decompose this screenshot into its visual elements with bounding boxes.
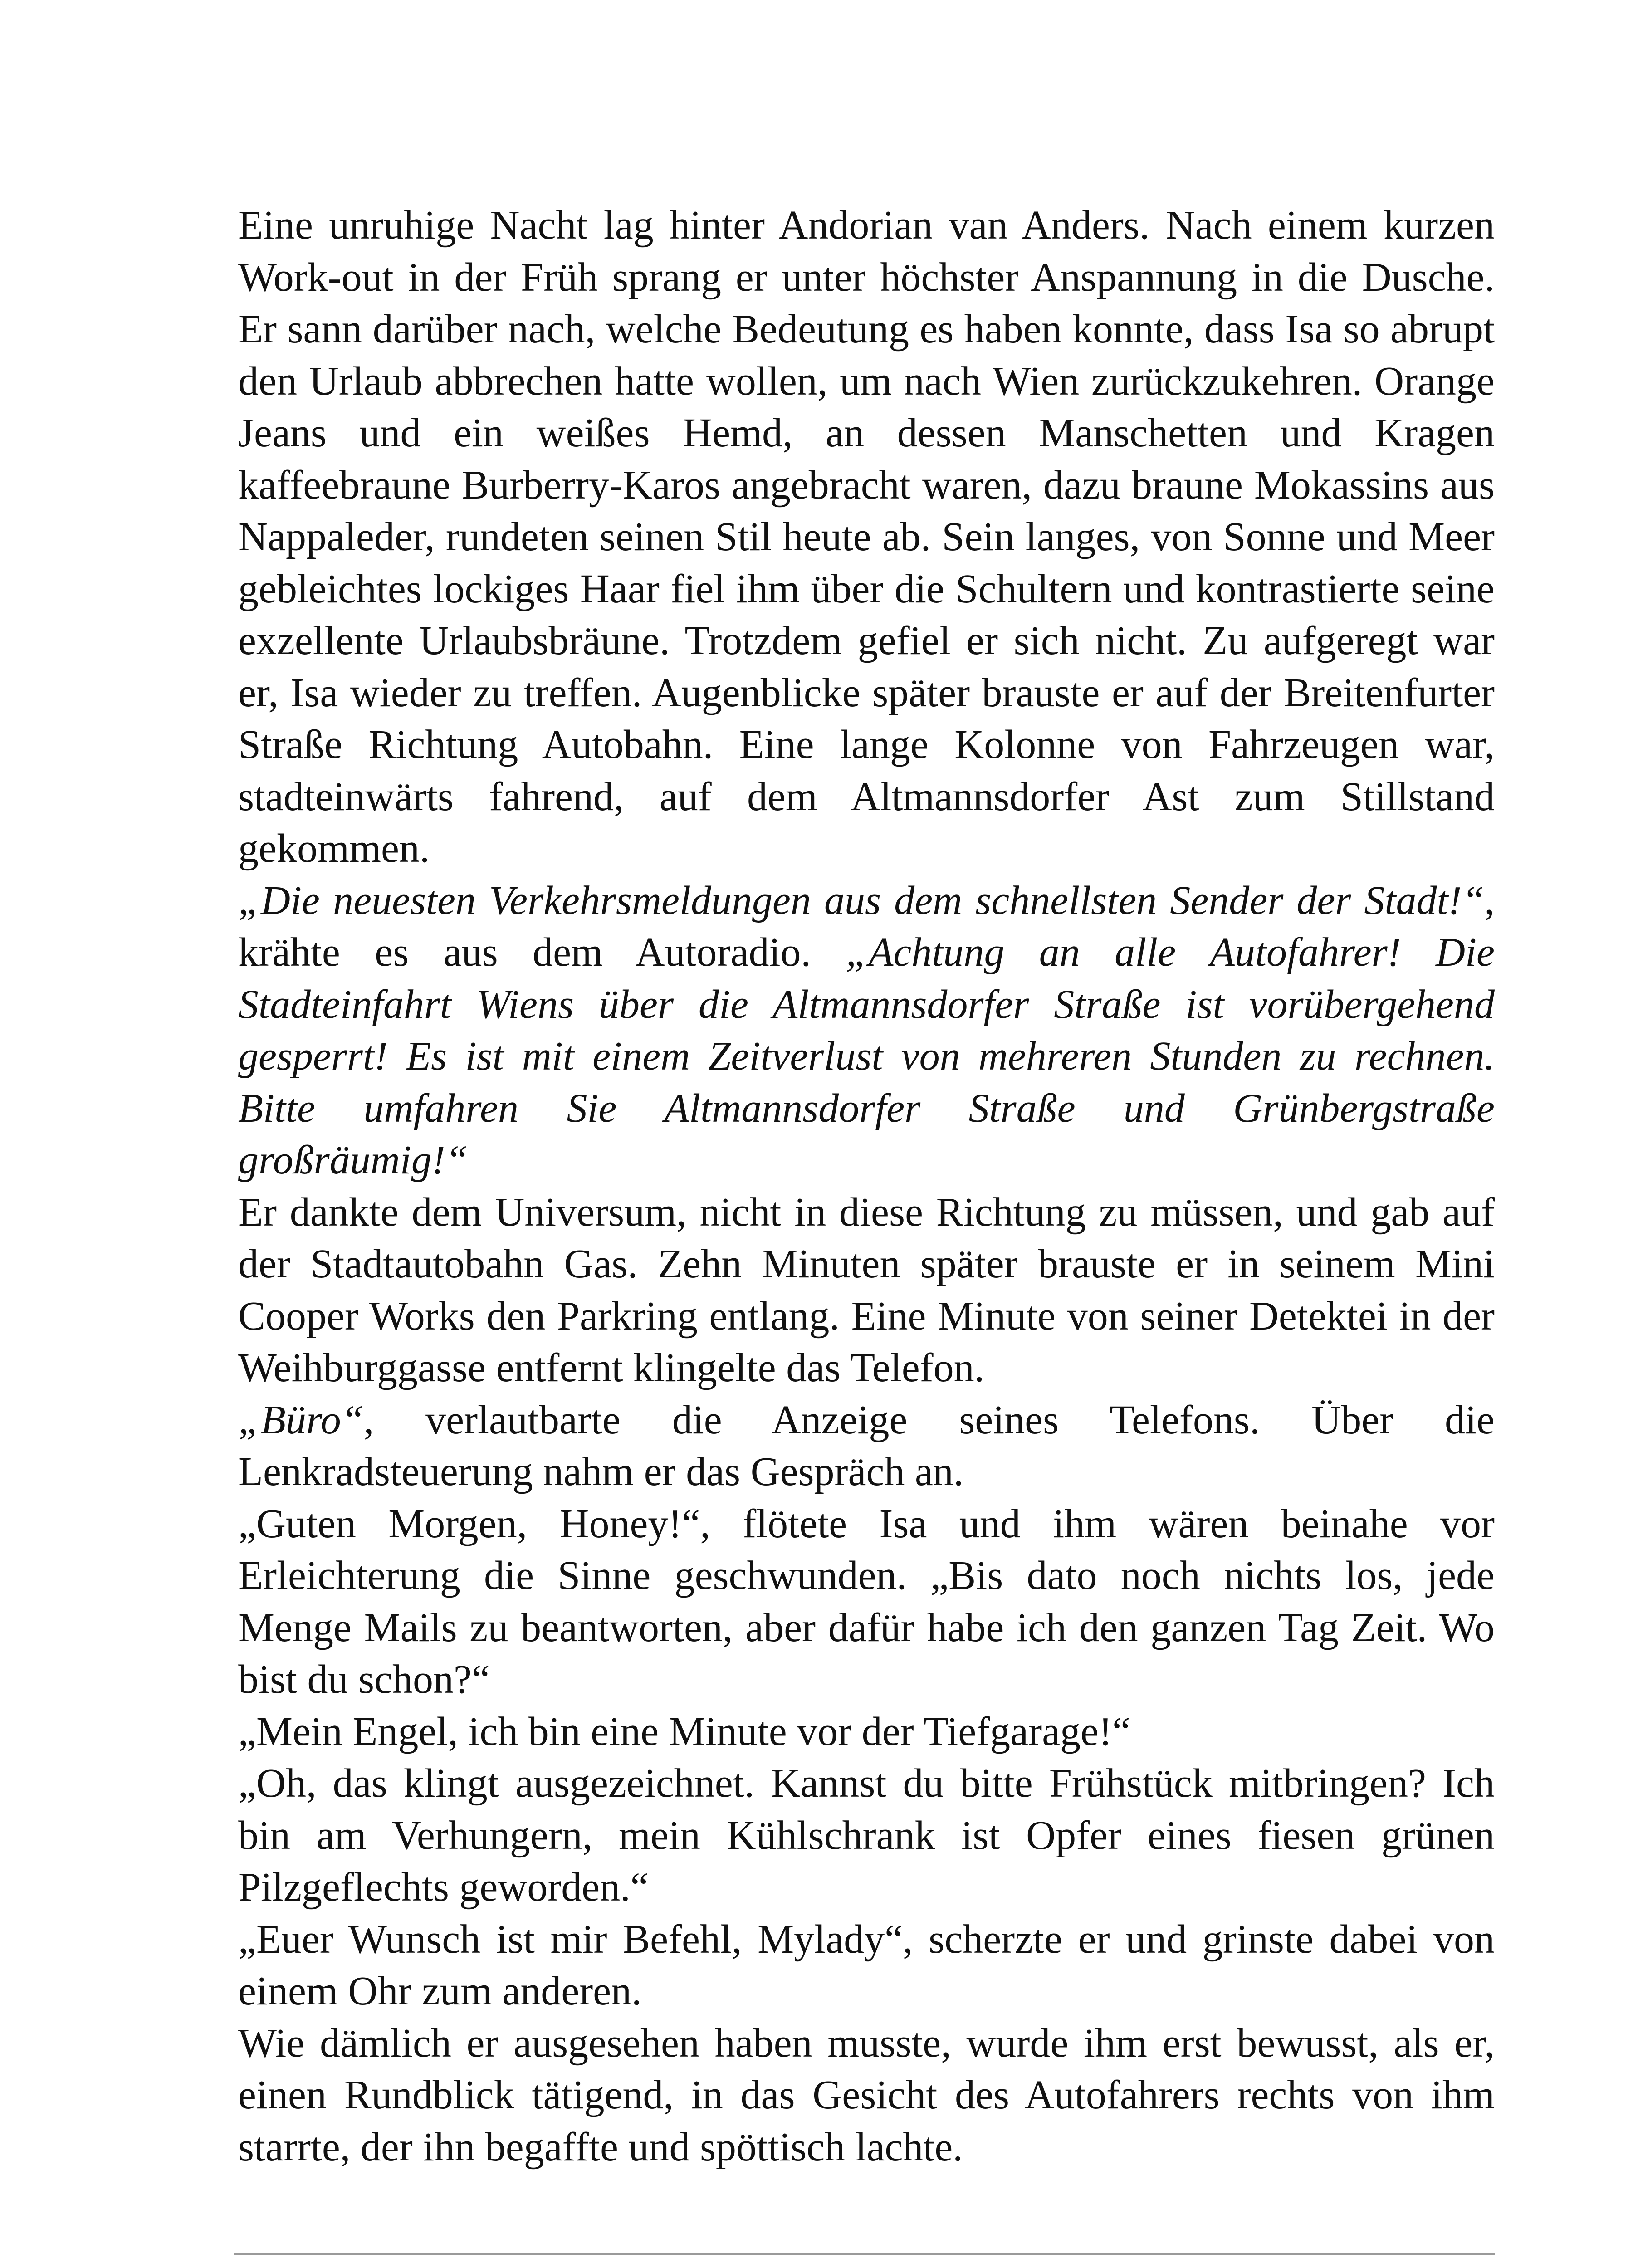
text-segment: Eine unruhige Nacht lag hinter Andorian van Anders. Nach einem kurzen Work-out in der Früh sprang er unter höchster Anspannung in die Dusche. Er sann darüber nach, welche Bedeutung es haben konnte, dass Isa so abrupt den Urlaub abbrechen hatte wollen, um nach Wien zurückzukehren. Orange Jeans und ein weißes Hemd, an dessen Manschetten und Kragen kaffeebraune Burberry-Karos angebracht waren, dazu braune Mokassins aus Nappaleder, rundeten seinen Stil heute ab. Sein langes, von Sonne und Meer gebleichtes lockiges Haar fiel ihm über die Schultern und kontrastierte seine exzellente Urlaubsbräune. Trotzdem gefiel er sich nicht. Zu aufgeregt war er, Isa wieder zu treffen. Augenblicke später brauste er auf der Breitenfurter Straße Richtung Autobahn. Eine lange Kolonne von Fahrzeugen war, stadteinwärts fahrend, auf dem Altmannsdorfer Ast zum Stillstand gekommen. [238,203,1495,871]
text-segment: „Oh, das klingt ausgezeichnet. Kannst du bitte Frühstück mitbringen? Ich bin am Verhungern, mein Kühlschrank ist Opfer eines fiesen grünen Pilzgeflechts geworden.“ [238,1761,1495,1910]
text-segment: „Guten Morgen, Honey!“, flötete Isa und ihm wären beinahe vor Erleichterung die Sinne geschwunden. „Bis dato noch nichts los, jede Menge Mails zu beantworten, aber dafür habe ich den ganzen Tag Zeit. Wo bist du schon?“ [238,1501,1495,1702]
paragraph [238,2018,1495,2174]
text-segment: „Mein Engel, ich bin eine Minute vor der Tiefgarage!“ [238,1709,1130,1754]
text-segment: Er dankte dem Universum, nicht in diese Richtung zu müssen, und gab auf der Stadtautobahn Gas. Zehn Minuten später brauste er in seinem Mini Cooper Works den Parkring entlang. Eine Minute von seiner Detektei in der Weihburggasse entfernt klingelte das Telefon. [238,1189,1495,1390]
paragraph [238,1914,1495,2018]
text-segment: , krähte es aus dem Autoradio. [238,878,1495,975]
text-segment: „Büro“ [238,1397,364,1442]
paragraph [238,1758,1495,1914]
text-segment: „Euer Wunsch ist mir Befehl, Mylady“, scherzte er und grinste dabei von einem Ohr zum anderen. [238,1916,1495,2014]
paragraph [238,1498,1495,1706]
text-segment: Wie dämlich er ausgesehen haben musste, wurde ihm erst bewusst, als er, einen Rundblick tätigend, in das Gesicht des Autofahrers rechts von ihm starrte, der ihn begaffte und spöttisch lachte. [238,2020,1495,2170]
text-segment: , verlautbarte die Anzeige seines Telefons. Über die Lenkradsteuerung nahm er das Gespräch an. [238,1397,1495,1494]
paragraph [238,1706,1495,1758]
body-text [238,200,1495,2173]
text-segment: „Achtung an alle Autofahrer! Die Stadteinfahrt Wiens über die Altmannsdorfer Straße ist vorübergehend gesperrt! Es ist mit einem Zeitverlust von mehreren Stunden zu rechnen. Bitte umfahren Sie Altmannsdorfer Straße und Grünbergstraße großräumig!“ [238,930,1495,1183]
footer-divider [234,2253,1495,2255]
paragraph [238,875,1495,1187]
text-segment: „Die neuesten Verkehrsmeldungen aus dem schnellsten Sender der Stadt!“ [238,878,1485,923]
paragraph [238,1394,1495,1498]
paragraph [238,1187,1495,1394]
paragraph [238,200,1495,875]
